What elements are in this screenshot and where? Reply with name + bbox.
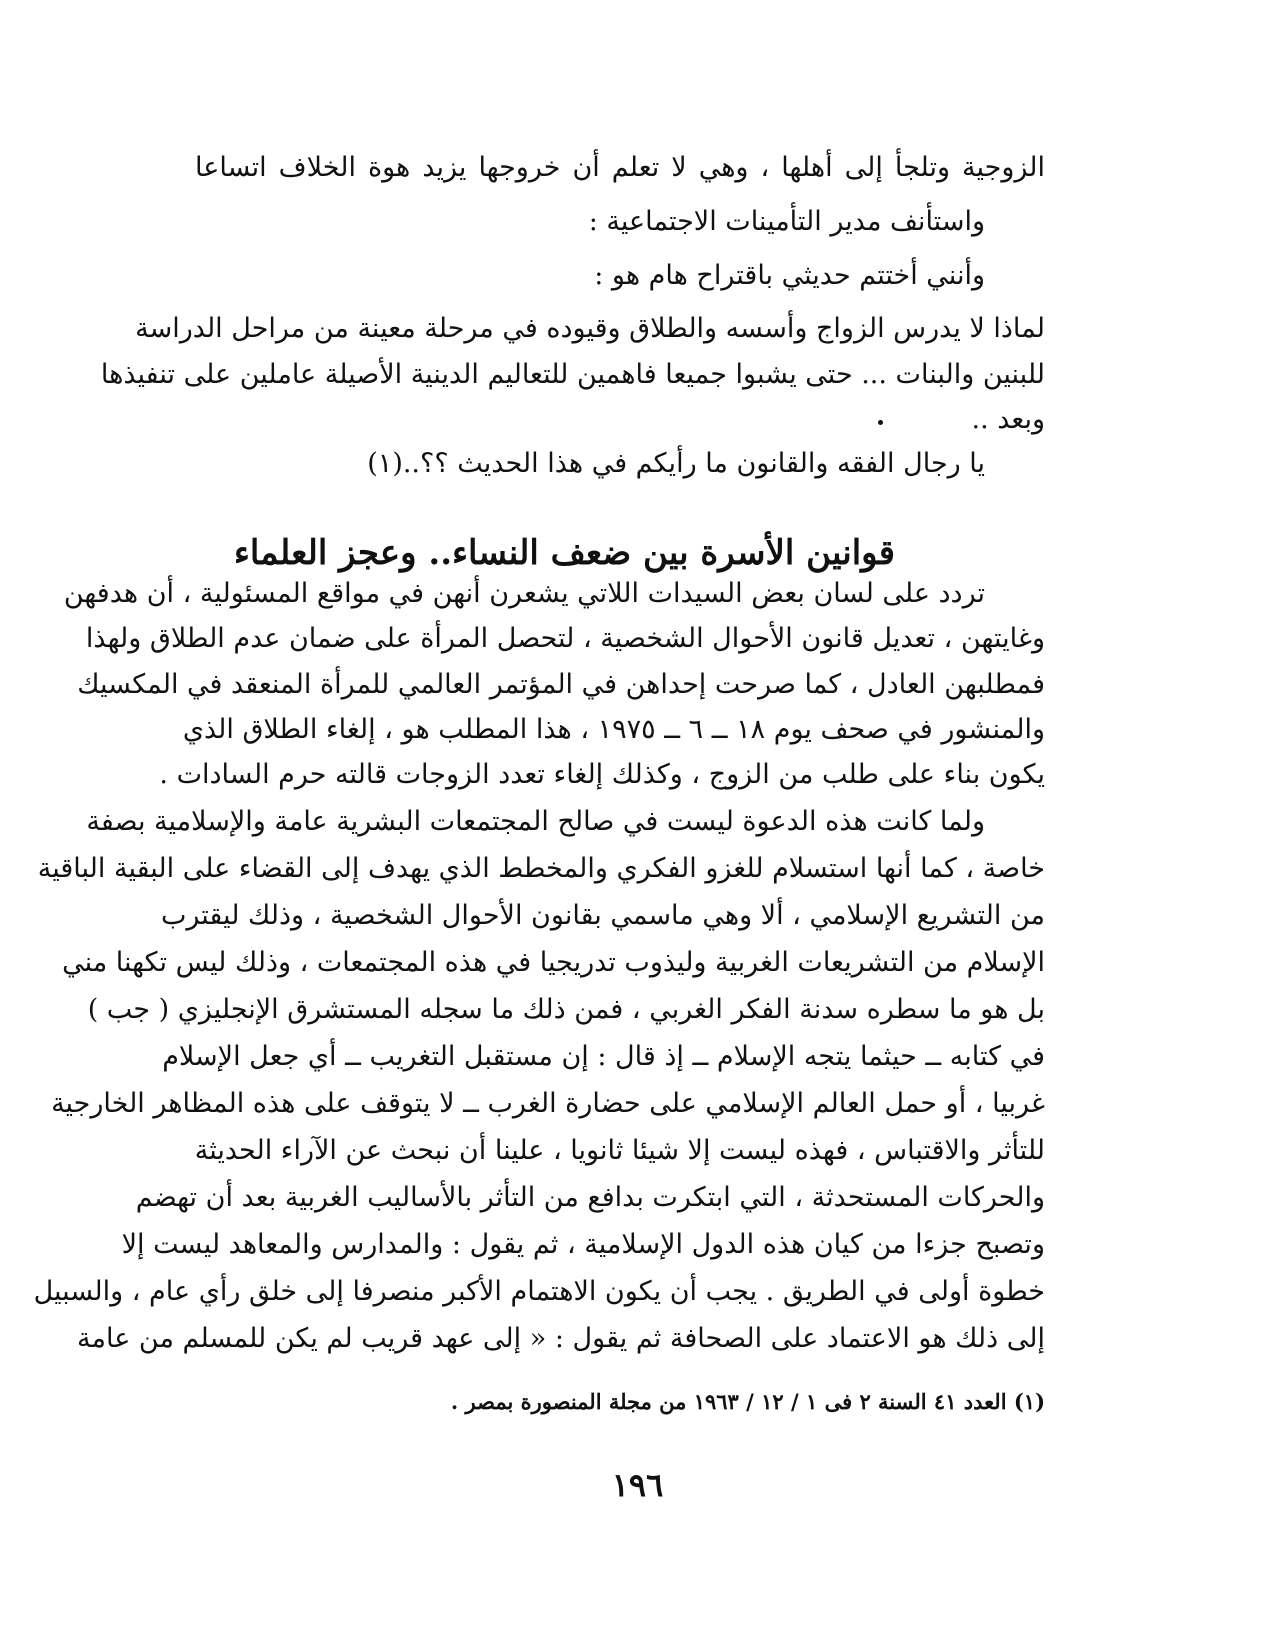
paragraph-b-line: من التشريع الإسلامي ، ألا وهي ماسمي بقانون الأحوال الشخصية ، وذلك ليقترب [160, 900, 1045, 931]
section-heading: قوانين الأسرة بين ضعف النساء.. وعجز العلماء [233, 533, 895, 573]
paragraph-a-line: فمطلبهن العادل ، كما صرحت إحداهن في المؤتمر العالمي للمرأة المنعقد في المكسيك [77, 669, 1045, 700]
text-line: وبعد .. [971, 404, 1045, 435]
page-number: ١٩٦ [611, 1466, 664, 1504]
paragraph-a-line: وغايتهن ، تعديل قانون الأحوال الشخصية ، لتحصل المرأة على ضمان عدم الطلاق ولهذا [85, 623, 1045, 654]
text-line: يا رجال الفقه والقانون ما رأيكم في هذا الحديث ؟؟..(١) [367, 448, 985, 479]
text-line: وأنني أختتم حديثي باقتراح هام هو : [594, 260, 985, 291]
paragraph-b-line: والحركات المستحدثة ، التي ابتكرت بدافع من التأثر بالأساليب الغربية بعد أن تهضم [135, 1182, 1045, 1213]
paragraph-b-line: خاصة ، كما أنها استسلام للغزو الفكري والمخطط الذي يهدف إلى القضاء على البقية الباقية [37, 853, 1045, 884]
paragraph-b-line: وتصبح جزءا من كيان هذه الدول الإسلامية ، ثم يقول : والمدارس والمعاهد ليست إلا [121, 1229, 1045, 1260]
text-line: للبنين والبنات ... حتى يشبوا جميعا فاهمين للتعاليم الدينية الأصيلة عاملين على تنفيذها [100, 359, 1045, 390]
paragraph-a-line: يكون بناء على طلب من الزوج ، وكذلك إلغاء تعدد الزوجات قالته حرم السادات . [159, 759, 1045, 790]
paragraph-b-line: غربيا ، أو حمل العالم الإسلامي على حضارة الغرب ــ لا يتوقف على هذه المظاهر الخارجية [51, 1088, 1045, 1119]
text-line: لماذا لا يدرس الزواج وأسسه والطلاق وقيوده في مرحلة معينة من مراحل الدراسة [135, 313, 1045, 344]
text-line: الزوجية وتلجأ إلى أهلها ، وهي لا تعلم أن خروجها يزيد هوة الخلاف اتساعا [195, 152, 1045, 183]
paragraph-b-line: للتأثر والاقتباس ، فهذه ليست إلا شيئا ثانويا ، علينا أن نبحث عن الآراء الحديثة [194, 1135, 1045, 1166]
stray-dot [878, 420, 883, 425]
paragraph-b-line: في كتابه ــ حيثما يتجه الإسلام ــ إذ قال : إن مستقبل التغريب ــ أي جعل الإسلام [162, 1041, 1045, 1072]
paragraph-b-line: ولما كانت هذه الدعوة ليست في صالح المجتمعات البشرية عامة والإسلامية بصفة [86, 806, 985, 837]
paragraph-a-line: والمنشور في صحف يوم ١٨ ــ ٦ ــ ١٩٧٥ ، هذا المطلب هو ، إلغاء الطلاق الذي [182, 714, 1045, 745]
paragraph-b-line: إلى ذلك هو الاعتماد على الصحافة ثم يقول : « إلى عهد قريب لم يكن للمسلم من عامة [77, 1323, 1045, 1354]
paragraph-b-line: خطوة أولى في الطريق . يجب أن يكون الاهتمام الأكبر منصرفا إلى خلق رأي عام ، والسبيل [33, 1276, 1045, 1307]
footnote: (١) العدد ٤١ السنة ٢ فى ١ / ١٢ / ١٩٦٣ من مجلة المنصورة بمصر . [450, 1389, 1045, 1414]
paragraph-a-line: تردد على لسان بعض السيدات اللاتي يشعرن أنهن في مواقع المسئولية ، أن هدفهن [63, 578, 985, 609]
paragraph-b-line: بل هو ما سطره سدنة الفكر الغربي ، فمن ذلك ما سجله المستشرق الإنجليزي ( جب ) [87, 994, 1045, 1025]
text-line: واستأنف مدير التأمينات الاجتماعية : [588, 206, 985, 237]
paragraph-b-line: الإسلام من التشريعات الغربية وليذوب تدريجيا في هذه المجتمعات ، وذلك ليس تكهنا مني [62, 947, 1045, 978]
